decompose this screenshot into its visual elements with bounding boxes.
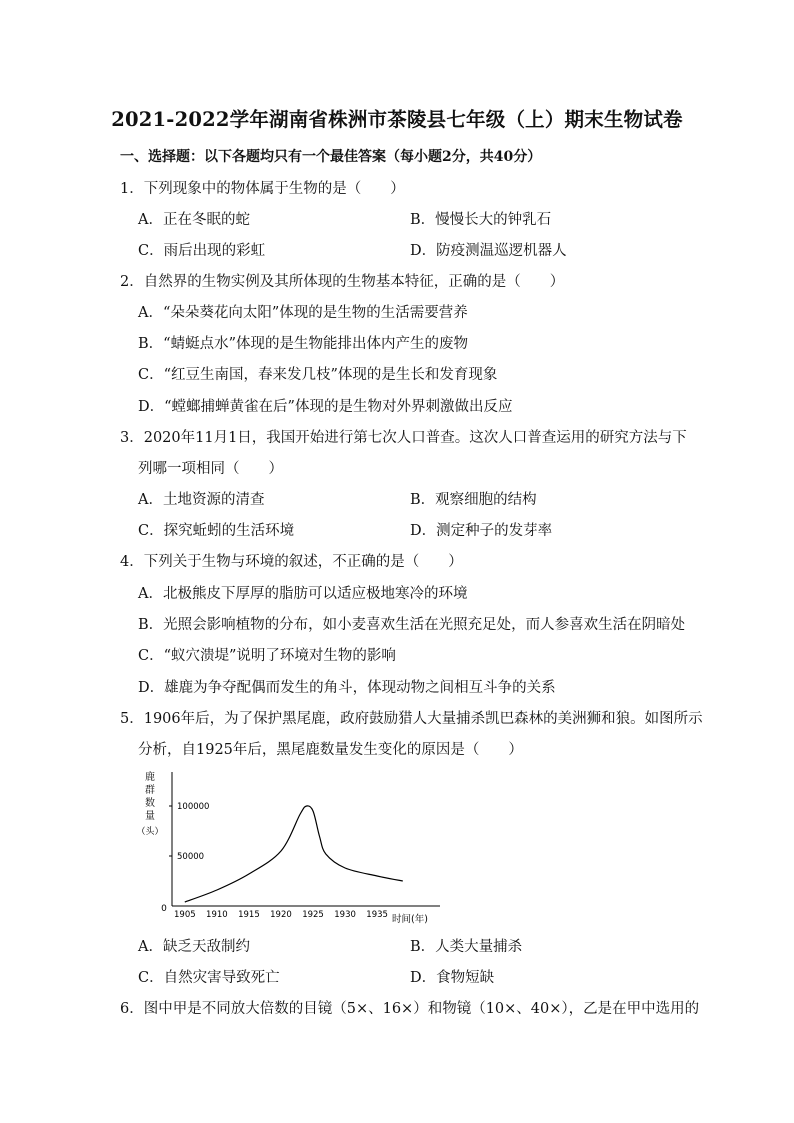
x-tick-label: 1905 — [174, 910, 196, 920]
question-1-option-b[interactable]: B．慢慢长大的钟乳石 — [410, 212, 552, 228]
y-tick-label: 50000 — [177, 852, 205, 862]
question-5-option-a[interactable]: A．缺乏天敌制约 — [138, 939, 250, 955]
y-axis-label-part: 群 — [145, 785, 155, 796]
population-curve — [185, 806, 403, 902]
question-5-option-b[interactable]: B．人类大量捕杀 — [410, 939, 523, 955]
y-axis-label-part: （头） — [136, 827, 164, 837]
question-5-option-c[interactable]: C．自然灾害导致死亡 — [138, 970, 280, 986]
question-6-stem: 6．图中甲是不同放大倍数的目镜（5×、16×）和物镜（10×、40×），乙是在甲中选用的 — [120, 1001, 700, 1017]
y-axis-label-part: 鹿 — [145, 772, 155, 783]
x-tick-label: 1920 — [270, 910, 292, 920]
question-3-option-a[interactable]: A．土地资源的清查 — [138, 492, 265, 508]
question-2-option-a[interactable]: A．“朵朵葵花向太阳”体现的是生物的生活需要营养 — [138, 305, 468, 321]
question-1-option-a[interactable]: A．正在冬眠的蛇 — [138, 212, 250, 228]
x-axis-label: 时间(年) — [392, 914, 428, 924]
x-tick-label: 1930 — [334, 910, 356, 920]
section-heading: 一、选择题：以下各题均只有一个最佳答案（每小题2分，共40分） — [120, 149, 542, 165]
question-2-stem: 2．自然界的生物实例及其所体现的生物基本特征，正确的是（ ） — [120, 274, 565, 290]
deer-population-chart — [130, 768, 470, 924]
y-axis-label-part: 数 — [145, 798, 155, 809]
question-4-option-c[interactable]: C．“蚁穴溃堤”说明了环境对生物的影响 — [138, 648, 396, 664]
exam-title: 2021-2022学年湖南省株洲市茶陵县七年级（上）期末生物试卷 — [111, 108, 683, 131]
question-2-option-b[interactable]: B．“蜻蜓点水”体现的是生物能排出体内产生的废物 — [138, 336, 468, 352]
question-1-stem: 1．下列现象中的物体属于生物的是（ ） — [120, 181, 405, 197]
question-3-option-b[interactable]: B．观察细胞的结构 — [410, 492, 537, 508]
origin-label: 0 — [161, 904, 167, 914]
question-1-option-c[interactable]: C．雨后出现的彩虹 — [138, 243, 266, 259]
question-3-option-c[interactable]: C．探究蚯蚓的生活环境 — [138, 523, 295, 539]
question-3-stem-line1: 3．2020年11月1日，我国开始进行第七次人口普查。这次人口普查运用的研究方法与下 — [120, 430, 687, 446]
question-2-option-c[interactable]: C．“红豆生南国，春来发几枝”体现的是生长和发育现象 — [138, 367, 498, 383]
question-4-stem: 4．下列关于生物与环境的叙述，不正确的是（ ） — [120, 554, 463, 570]
question-3-stem-line2: 列哪一项相同（ ） — [138, 461, 283, 477]
y-tick-label: 100000 — [177, 802, 210, 812]
question-5-stem-line2: 分析，自1925年后，黑尾鹿数量发生变化的原因是（ ） — [138, 742, 523, 758]
question-3-option-d[interactable]: D．测定种子的发芽率 — [410, 523, 553, 539]
question-1-option-d[interactable]: D．防疫测温巡逻机器人 — [410, 243, 567, 259]
x-tick-label: 1935 — [366, 910, 388, 920]
question-4-option-a[interactable]: A．北极熊皮下厚厚的脂肪可以适应极地寒冷的环境 — [138, 586, 468, 602]
question-4-option-d[interactable]: D．雄鹿为争夺配偶而发生的角斗，体现动物之间相互斗争的关系 — [138, 680, 556, 696]
x-tick-label: 1915 — [238, 910, 260, 920]
question-5-option-d[interactable]: D．食物短缺 — [410, 970, 495, 986]
y-axis-label-part: 量 — [145, 811, 155, 822]
x-tick-label: 1910 — [206, 910, 228, 920]
question-5-stem-line1: 5．1906年后，为了保护黑尾鹿，政府鼓励猎人大量捕杀凯巴森林的美洲狮和狼。如图所示 — [120, 711, 703, 727]
question-2-option-d[interactable]: D．“螳螂捕蝉黄雀在后”体现的是生物对外界刺激做出反应 — [138, 399, 513, 415]
x-tick-label: 1925 — [302, 910, 324, 920]
question-4-option-b[interactable]: B．光照会影响植物的分布，如小麦喜欢生活在光照充足处，而人参喜欢生活在阴暗处 — [138, 617, 686, 633]
